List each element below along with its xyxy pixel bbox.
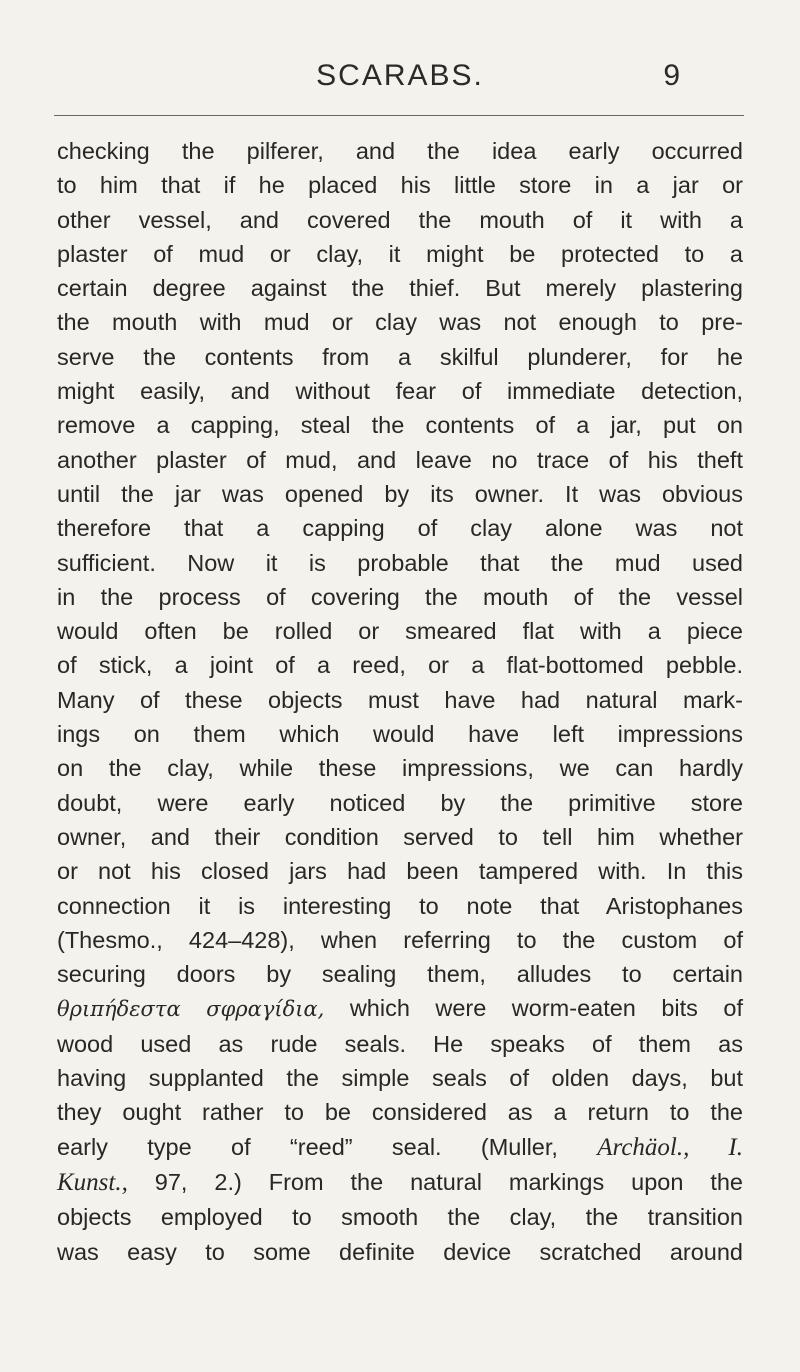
text-line-citation	[57, 1165, 743, 1200]
text-line: therefore that a capping of clay alone was not	[57, 515, 743, 542]
text-line: having supplanted the simple seals of olden days, but	[57, 1065, 743, 1092]
text-line: doubt, were early noticed by the primitive store	[57, 789, 743, 816]
text-line-greek	[57, 991, 743, 1026]
text-line: to him that if he placed his little store in a jar or	[57, 172, 743, 199]
body-text	[57, 134, 743, 1269]
line-start: early type of “reed” seal. (Muller,	[57, 1133, 598, 1160]
text-line: in the process of covering the mouth of the vessel	[57, 583, 743, 610]
text-line: other vessel, and covered the mouth of it with a	[57, 206, 743, 233]
text-line: owner, and their condition served to tell him whether	[57, 823, 743, 850]
text-line: checking the pilferer, and the idea early occurred	[57, 138, 743, 164]
text-line: was easy to some definite device scratched around	[57, 1238, 743, 1265]
text-line-citation	[57, 1130, 743, 1165]
text-line: ings on them which would have left impressions	[57, 721, 743, 748]
text-line: certain degree against the thief. But merely plastering	[57, 275, 743, 302]
page-number: 9	[663, 59, 680, 92]
text-line: (Thesmo., 424–428), when referring to the custom of	[57, 926, 743, 953]
text-line: Many of these objects must have had natural mark-	[57, 686, 743, 713]
text-line: the mouth with mud or clay was not enough to pre-	[57, 309, 743, 336]
text-line: securing doors by sealing them, alludes to certain	[57, 961, 743, 988]
line-continuation: which were worm-eaten bits of	[324, 995, 743, 1022]
text-line: another plaster of mud, and leave no trace of his theft	[57, 446, 743, 473]
text-line: or not his closed jars had been tampered with. In this	[57, 858, 743, 885]
line-continuation: 97, 2.) From the natural markings upon the	[127, 1168, 743, 1195]
citation-italic: Kunst.,	[57, 1168, 128, 1196]
running-title: SCARABS.	[316, 59, 484, 92]
text-line: serve the contents from a skilful plunderer, for he	[57, 343, 743, 370]
greek-phrase: θριπήδεστα σφραγίδια,	[57, 997, 325, 1022]
running-head	[0, 56, 800, 96]
text-line: sufficient. Now it is probable that the mud used	[57, 549, 743, 576]
text-line: remove a capping, steal the contents of a jar, put on	[57, 412, 743, 439]
text-line: on the clay, while these impressions, we can hardly	[57, 755, 743, 782]
text-line: might easily, and without fear of immediate detection,	[57, 378, 743, 405]
text-line: they ought rather to be considered as a return to the	[57, 1099, 743, 1126]
text-line: would often be rolled or smeared flat with a piece	[57, 618, 743, 645]
citation-italic: Archäol., I.	[597, 1133, 743, 1161]
text-line: plaster of mud or clay, it might be protected to a	[57, 240, 743, 267]
header-rule	[54, 115, 744, 116]
text-line: until the jar was opened by its owner. It was obvious	[57, 480, 743, 507]
text-line: of stick, a joint of a reed, or a flat-bottomed pebble.	[57, 652, 743, 679]
text-line: wood used as rude seals. He speaks of them as	[57, 1030, 743, 1057]
text-line: connection it is interesting to note that Aristophanes	[57, 892, 743, 919]
text-line: objects employed to smooth the clay, the transition	[57, 1204, 743, 1231]
